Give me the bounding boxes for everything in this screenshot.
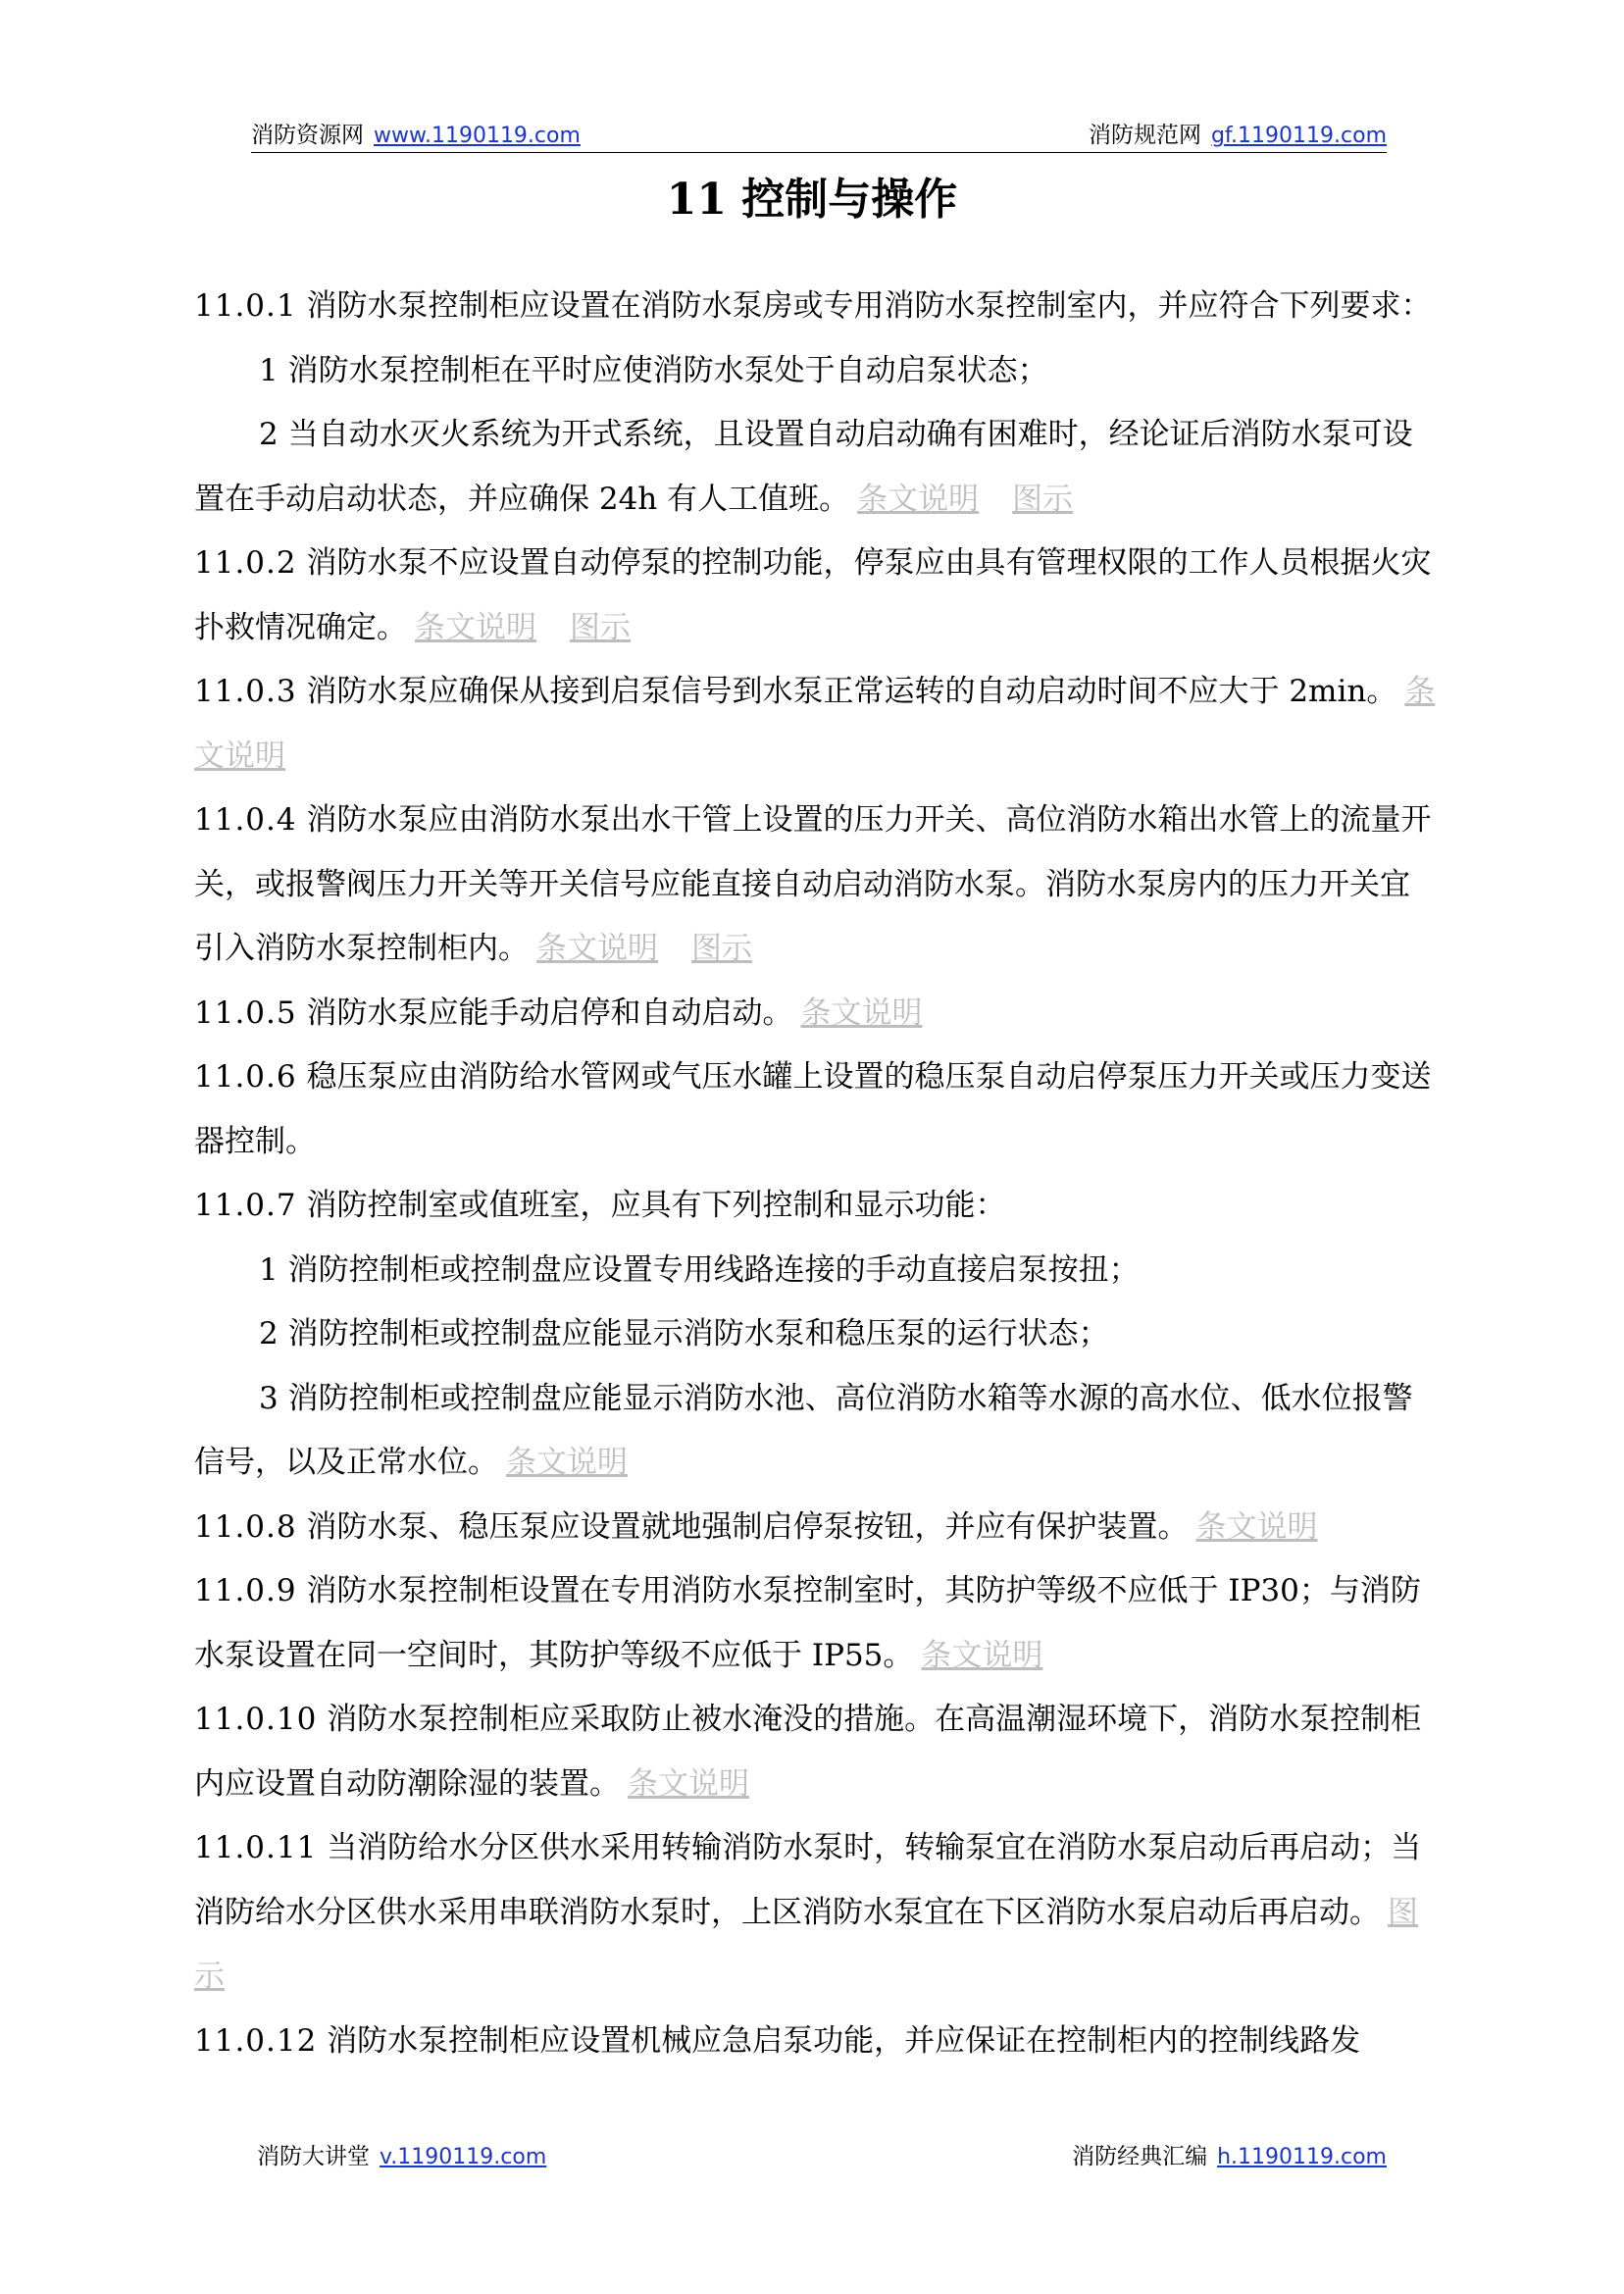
clause-number: 11.0.5 [194,994,297,1031]
clause-number: 11.0.12 [194,2022,318,2059]
clause-text: 消防水泵应能手动启停和自动启动。 [306,994,793,1031]
document-body [194,275,1440,2073]
clause-number: 11.0.4 [194,802,297,838]
clause-11-0-2 [194,532,1440,660]
clause-11-0-12 [194,2010,1440,2074]
clause-item [194,339,1440,404]
clause-11-0-7 [194,1174,1440,1239]
explanation-link[interactable]: 条文说明 [921,1637,1043,1673]
clause-number: 11.0.2 [194,545,297,581]
clause-11-0-1 [194,275,1440,339]
clause-item [194,1239,1440,1303]
footer-left-link[interactable]: v.1190119.com [380,2145,547,2169]
clause-text: 消防水泵不应设置自动停泵的控制功能，停泵应由具有管理权限的工作人员根据火灾扑救情况确定。 [194,545,1432,645]
header-left [251,119,581,153]
clause-number: 11.0.3 [194,674,297,709]
clause-11-0-10 [194,1688,1440,1816]
item-text: 1 消防控制柜或控制盘应设置专用线路连接的手动直接启泵按扭； [259,1251,1140,1288]
item-text: 1 消防水泵控制柜在平时应使消防水泵处于自动启泵状态； [259,352,1048,388]
clause-11-0-11 [194,1816,1440,2010]
clause-number: 11.0.11 [194,1830,318,1865]
clause-number: 11.0.8 [194,1508,297,1545]
clause-11-0-5 [194,982,1440,1046]
footer-right [1072,2140,1387,2174]
explanation-link[interactable]: 条文说明 [415,609,536,645]
chapter-title: 11 控制与操作 [666,175,958,225]
explanation-link[interactable]: 条文说明 [194,674,1436,774]
header-left-link[interactable]: www.1190119.com [374,124,581,148]
clause-text: 稳压泵应由消防给水管网或气压水罐上设置的稳压泵自动启停泵压力开关或压力变送器控制。 [194,1059,1432,1159]
page-footer [257,2140,1387,2173]
clause-text: 消防水泵控制柜应设置机械应急启泵功能，并应保证在控制柜内的控制线路发 [327,2022,1361,2059]
page-header [251,119,1387,153]
footer-left-label: 消防大讲堂 [257,2144,370,2169]
clause-text: 消防水泵应确保从接到启泵信号到水泵正常运转的自动启动时间不应大于 2min。 [306,674,1397,709]
figure-link[interactable]: 图示 [194,1894,1418,1994]
clause-11-0-6 [194,1045,1440,1174]
clause-11-0-3 [194,660,1440,789]
clause-11-0-8 [194,1496,1440,1560]
header-left-label: 消防资源网 [251,123,364,148]
figure-link[interactable]: 图示 [570,609,631,645]
explanation-link[interactable]: 条文说明 [536,931,658,966]
clause-11-0-9 [194,1559,1440,1688]
clause-text: 消防水泵、稳压泵应设置就地强制启停泵按钮，并应有保护装置。 [306,1508,1189,1545]
footer-right-link[interactable]: h.1190119.com [1217,2145,1387,2169]
clause-11-0-4 [194,789,1440,982]
clause-text: 消防控制室或值班室，应具有下列控制和显示功能： [306,1188,1006,1223]
header-right-label: 消防规范网 [1088,123,1201,148]
clause-item [194,1302,1440,1367]
clause-number: 11.0.9 [194,1573,297,1608]
clause-number: 11.0.10 [194,1702,318,1737]
clause-text: 消防水泵控制柜应设置在消防水泵房或专用消防水泵控制室内，并应符合下列要求： [306,288,1432,324]
item-text: 2 消防控制柜或控制盘应能显示消防水泵和稳压泵的运行状态； [259,1316,1109,1351]
explanation-link[interactable]: 条文说明 [628,1765,749,1802]
clause-text: 消防水泵应由消防水泵出水干管上设置的压力开关、高位消防水箱出水管上的流量开关，或报警阀压力开关等开关信号应能直接自动启动消防水泵。消防水泵房内的压力开关宜引入消防水泵控制柜内。 [194,802,1432,966]
explanation-link[interactable]: 条文说明 [1195,1508,1318,1545]
clause-number: 11.0.1 [194,288,297,324]
clause-number: 11.0.6 [194,1059,297,1095]
figure-link[interactable]: 图示 [691,931,752,966]
item-text: 2 当自动水灭火系统为开式系统，且设置自动启动确有困难时，经论证后消防水泵可设置在手动启动状态，并应确保 24h 有人工值班。 [194,417,1413,517]
explanation-link[interactable]: 条文说明 [800,994,923,1031]
item-text: 3 消防控制柜或控制盘应能显示消防水池、高位消防水箱等水源的高水位、低水位报警信号，以及正常水位。 [194,1380,1413,1480]
header-right-link[interactable]: gf.1190119.com [1210,124,1387,148]
header-right [1089,119,1387,153]
clause-number: 11.0.7 [194,1188,297,1223]
clause-item [194,403,1440,532]
footer-right-label: 消防经典汇编 [1072,2144,1208,2169]
clause-text: 消防水泵控制柜设置在专用消防水泵控制室时，其防护等级不应低于 IP30；与消防水泵设置在同一空间时，其防护等级不应低于 IP55。 [194,1573,1421,1673]
clause-text: 当消防给水分区供水采用转输消防水泵时，转输泵宜在消防水泵启动后再启动；当消防给水分区供水采用串联消防水泵时，上区消防水泵宜在下区消防水泵启动后再启动。 [194,1830,1422,1930]
explanation-link[interactable]: 条文说明 [857,481,980,517]
footer-left [257,2140,546,2174]
clause-item [194,1367,1440,1496]
clause-text: 消防水泵控制柜应采取防止被水淹没的措施。在高温潮湿环境下，消防水泵控制柜内应设置自动防潮除湿的装置。 [194,1702,1422,1802]
explanation-link[interactable]: 条文说明 [506,1445,628,1480]
figure-link[interactable]: 图示 [1012,481,1074,517]
